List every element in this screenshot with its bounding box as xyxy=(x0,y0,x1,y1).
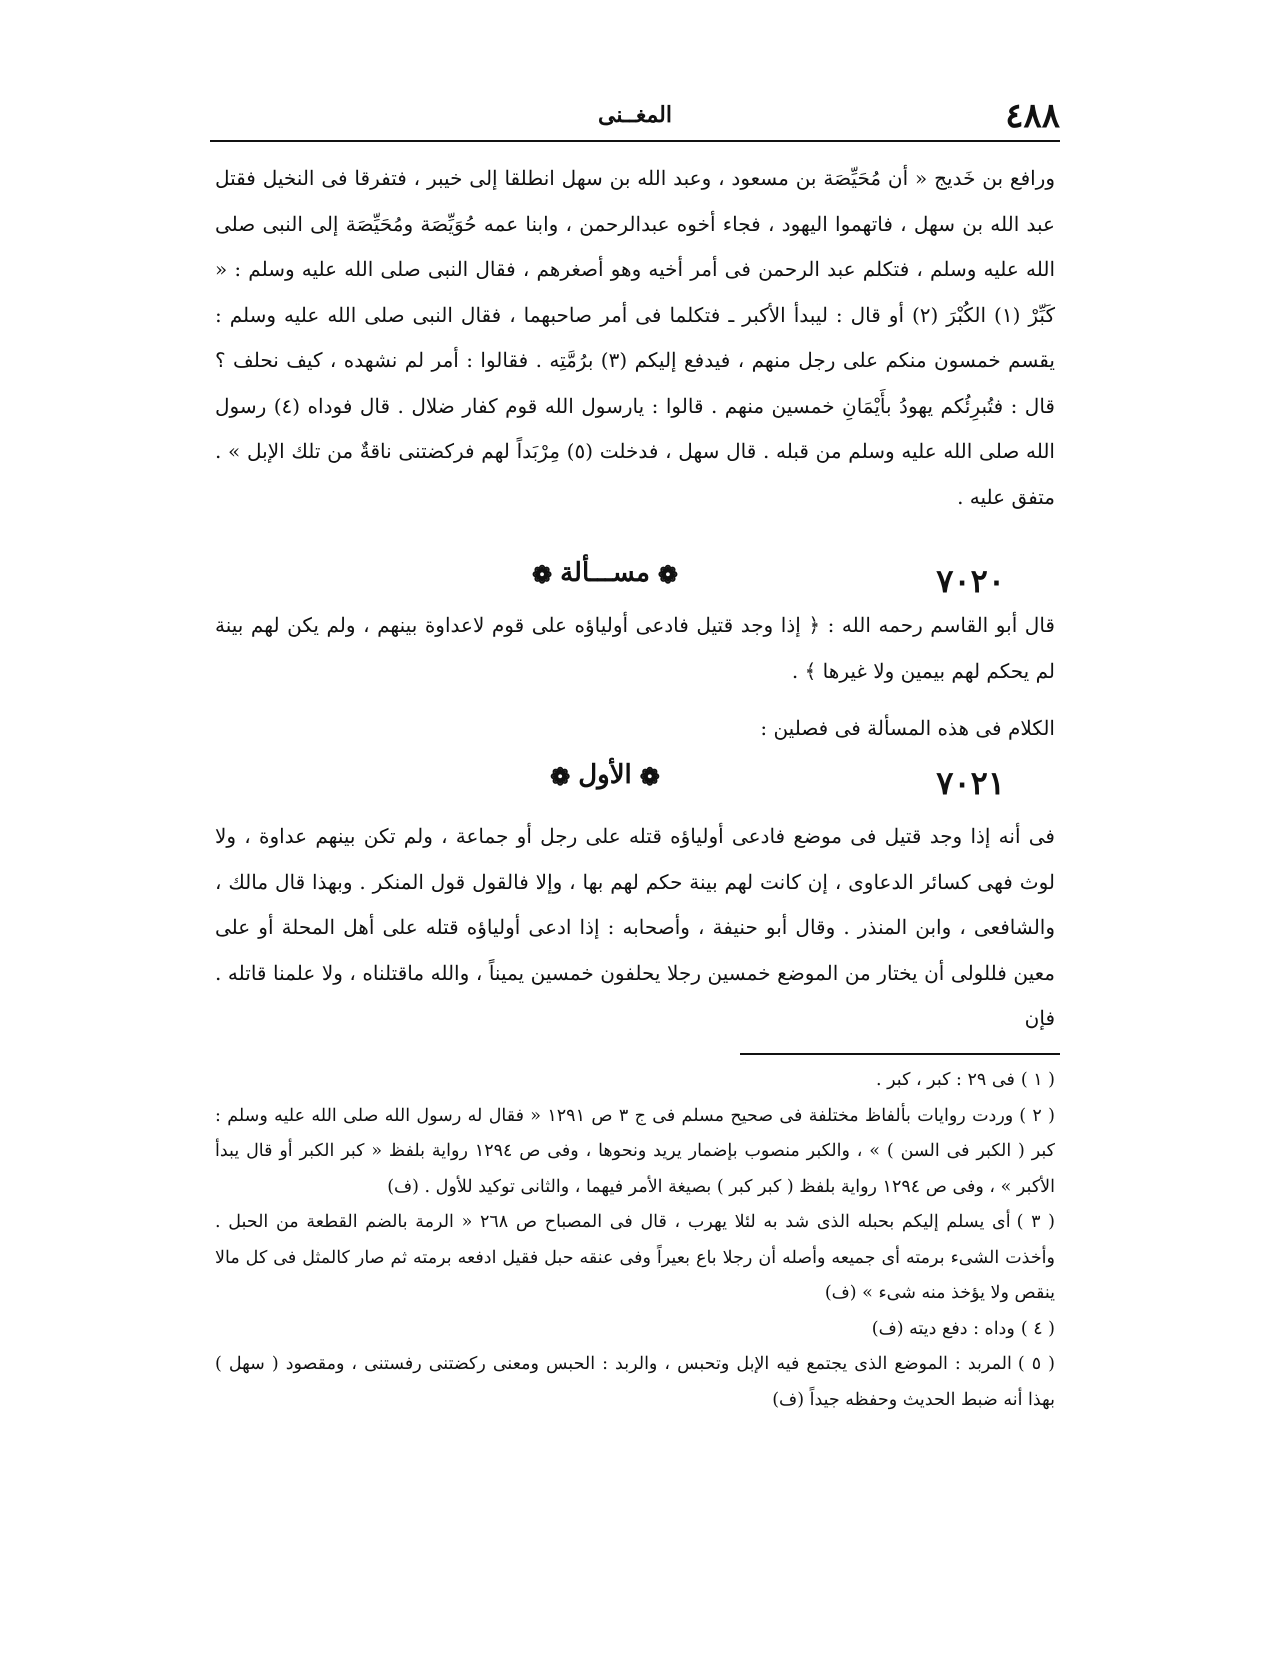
footnote-number: ( ٣ ) xyxy=(1016,1212,1055,1232)
footnote xyxy=(215,1347,1055,1418)
section-title-wrap xyxy=(455,558,755,589)
footnote-text: فى ٢٩ : كبر ، كبر . xyxy=(876,1070,1015,1090)
section-heading-7021 xyxy=(215,760,1055,810)
footnote-number: ( ٤ ) xyxy=(1020,1318,1055,1339)
section-number: ٧٠٢١ xyxy=(936,764,1005,802)
section-heading-7020 xyxy=(215,558,1055,608)
footnote-text: وردت روايات بألفاظ مختلفة فى صحيح مسلم فى ج ٣ ص ١٢٩١ « فقال له رسول الله صلى الله عليه وسلم : كبر ( الكبر فى السن ) » ، والكبر منصوب بإضمار يريد ونحوها ، وفى ص ١٢٩٤ رواية بلفظ « كبر الكبر أو قال يبدأ الأكبر » ، وفى ص ١٢٩٤ رواية بلفظ ( كبر كبر ) بصيغة الأمر فيهما ، والثانى توكيد للأول . (ف) xyxy=(215,1105,1056,1197)
footnote-text: المربد : الموضع الذى يجتمع فيه الإبل وتحبس ، والربد : الحبس ومعنى ركضتنى رفستنى ، ومقصود ( سهل ) بهذا أنه ضبط الحديث وحفظه جيداً (ف) xyxy=(215,1354,1055,1410)
section-2-text: فى أنه إذا وجد قتيل فى موضع فادعى أولياؤه قتله على رجل أو جماعة ، ولم تكن بينهم عداوة ، ولا لوث فهى كسائر الدعاوى ، إن كانت لهم بينة حكم لهم بها ، وإلا فالقول قول المنكر . وبهذا قال مالك ، والشافعى ، وابن المنذر . وقال أبو حنيفة ، وأصحابه : إذا ادعى أولياؤه قتله على أهل المحلة أو على معين فللولى أن يختار من الموضع خمسين رجلا يحلفون خمسين يميناً ، والله ماقتلناه ، ولا علمنا قاتله . فإن xyxy=(215,824,1055,1030)
footnote-text: وداه : دفع ديته (ف) xyxy=(871,1318,1015,1339)
page-number: ٤٨٨ xyxy=(1005,96,1060,136)
footnote-number: ( ٢ ) xyxy=(1019,1105,1056,1126)
ornament-icon: ❁ xyxy=(532,559,553,589)
footnote xyxy=(215,1099,1055,1206)
footnote xyxy=(215,1205,1055,1312)
footnotes xyxy=(215,1063,1055,1418)
footnote xyxy=(215,1312,1055,1348)
ornament-icon: ❁ xyxy=(550,761,571,791)
section-number: ٧٠٢٠ xyxy=(936,562,1005,600)
footnote-text: أى يسلم إليكم بحبله الذى شد به لئلا يهرب ، قال فى المصباح ص ٢٦٨ « الرمة بالضم القطعة من الحبل . وأخذت الشىء برمته أى جميعه وأصله أن رجلا باع بعيراً وفى عنقه حبل فقيل ادفعه برمته ثم صار كالمثل فى كل مالا ينقص ولا يؤخذ منه شىء » (ف) xyxy=(215,1212,1055,1303)
section-title-wrap xyxy=(455,760,755,791)
section-title: مســـألة xyxy=(560,558,650,588)
header-rule xyxy=(210,140,1060,142)
ornament-icon: ❁ xyxy=(639,761,660,791)
body-paragraph-1: ورافع بن خَديج « أن مُحَيِّصَة بن مسعود ، وعبد الله بن سهل انطلقا إلى خيبر ، فتفرقا فى النخيل فقتل عبد الله بن سهل ، فاتهموا اليهود ، فجاء أخوه عبدالرحمن ، وابنا عمه حُوَيِّصَة ومُحَيِّصَة إلى النبى صلى الله عليه وسلم ، فتكلم عبد الرحمن فى أمر أخيه وهو أصغرهم ، فقال النبى صلى الله عليه وسلم : « كَبِّرْ (١) الكُبْرَ (٢) أو قال : ليبدأ الأكبر ـ فتكلما فى أمر صاحبهما ، فقال النبى صلى الله عليه وسلم : يقسم خمسون منكم على رجل منهم ، فيدفع إليكم (٣) برُمَّتِه . فقالوا : أمر لم نشهده ، كيف نحلف ؟ قال : فتُبرِئُكم يهودُ بأَيْمَانِ خمسين منهم . قالوا : يارسول الله قوم كفار ضلال . قال فوداه (٤) رسول الله صلى الله عليه وسلم من قبله . قال سهل ، فدخلت (٥) مِرْبَداً لهم فركضتنى ناقةٌ من تلك الإبل » . متفق عليه . xyxy=(215,166,1055,509)
footnote-number: ( ٥ ) xyxy=(1017,1354,1056,1374)
ornament-icon: ❁ xyxy=(657,559,678,589)
footnote-rule xyxy=(740,1053,1060,1055)
footnote xyxy=(215,1063,1055,1099)
section-1-text: قال أبو القاسم رحمه الله : ﴿ إذا وجد قتيل فادعى أولياؤه على قوم لاعداوة بينهم ، ولم يكن لهم بينة لم يحكم لهم بيمين ولا غيرها ﴾ . xyxy=(215,613,1055,683)
page-header xyxy=(210,96,1060,140)
section-title: الأول xyxy=(578,760,632,790)
footnote-number: ( ١ ) xyxy=(1020,1070,1055,1090)
section-1-intro: الكلام فى هذه المسألة فى فصلين : xyxy=(760,716,1055,740)
running-title: المغــنى xyxy=(597,102,672,128)
